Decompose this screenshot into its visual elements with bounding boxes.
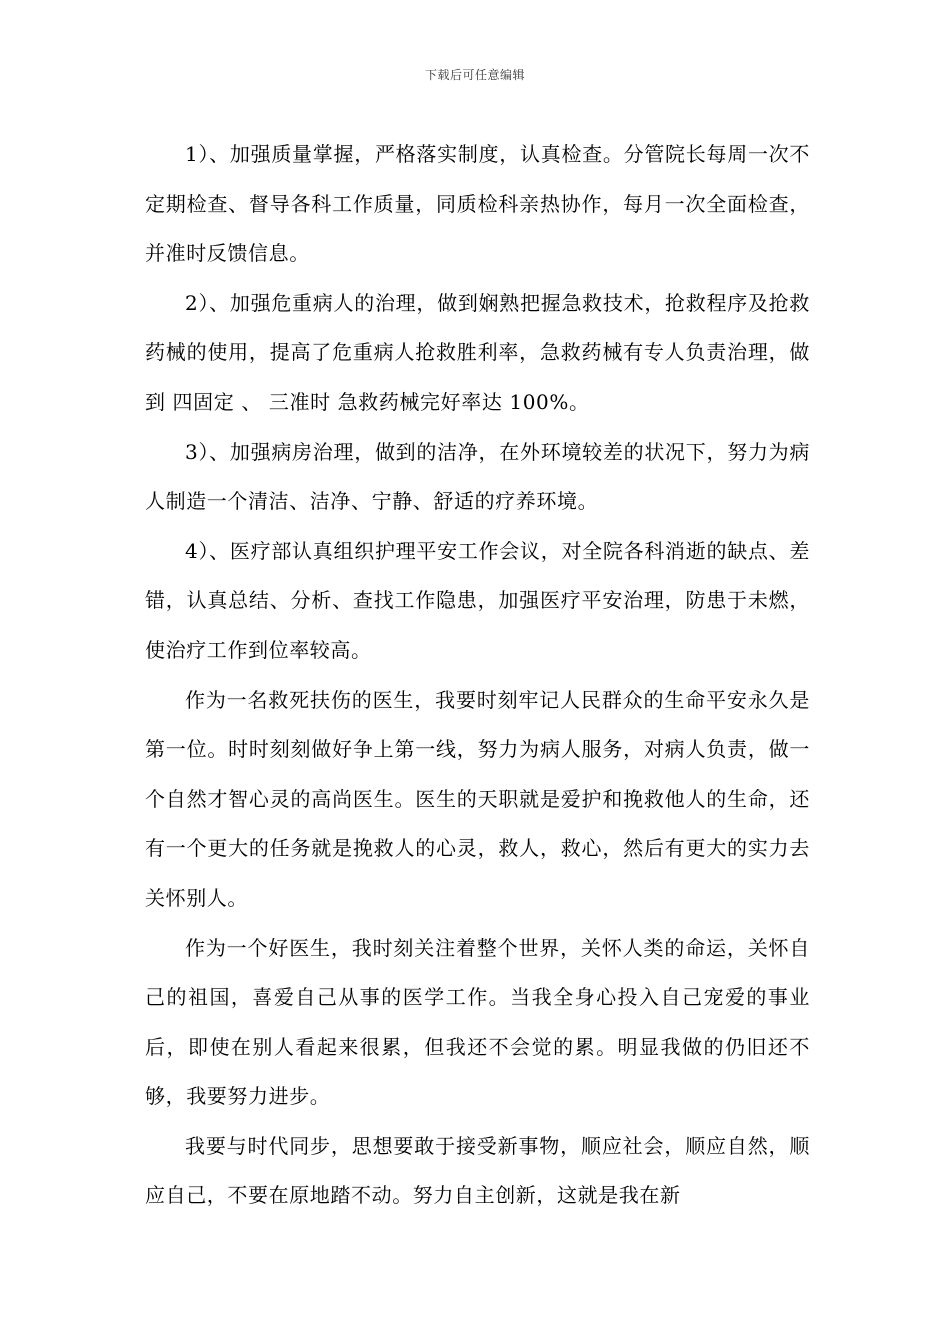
page-header: 下载后可任意编辑: [424, 68, 525, 82]
paragraph-good-doctor: 作为一个好医生，我时刻关注着整个世界，关怀人类的命运，关怀自己的祖国，喜爱自己从事的医学工作。当我全身心投入自己宠爱的事业后，即使在别人看起来很累，但我还不会觉的累。明显我做的仍旧还不够，我要努力进步。: [145, 935, 810, 1109]
paragraph-critical-patients: 2）、加强危重病人的治理，做到娴熟把握急救技术，抢救程序及抢救药械的使用，提高了危重病人抢救胜利率，急救药械有专人负责治理，做到 四固定 、 三准时 急救药械完好率达 100%。: [145, 290, 810, 414]
document-body: [145, 130, 810, 1221]
paragraph-quality-control: 1）、加强质量掌握，严格落实制度，认真检查。分管院长每周一次不定期检查、督导各科工作质量，同质检科亲热协作，每月一次全面检查，并准时反馈信息。: [145, 142, 810, 266]
paragraph-doctor-duty: 作为一名救死扶伤的医生，我要时刻牢记人民群众的生命平安永久是第一位。时时刻刻做好争上第一线，努力为病人服务，对病人负责，做一个自然才智心灵的高尚医生。医生的天职就是爱护和挽救他人的生命，还有一个更大的任务就是挽救人的心灵，救人，救心，然后有更大的实力去关怀别人。: [145, 687, 810, 910]
paragraph-keep-pace: 我要与时代同步，思想要敢于接受新事物，顺应社会，顺应自然，顺应自己，不要在原地踏不动。努力自主创新，这就是我在新: [145, 1133, 810, 1208]
paragraph-ward-management: 3）、加强病房治理，做到的洁净，在外环境较差的状况下，努力为病人制造一个清洁、洁净、宁静、舒适的疗养环境。: [145, 439, 810, 514]
paragraph-safety-meeting: 4）、医疗部认真组织护理平安工作会议，对全院各科消逝的缺点、差错，认真总结、分析、查找工作隐患，加强医疗平安治理，防患于未燃，使治疗工作到位率较高。: [145, 538, 810, 662]
